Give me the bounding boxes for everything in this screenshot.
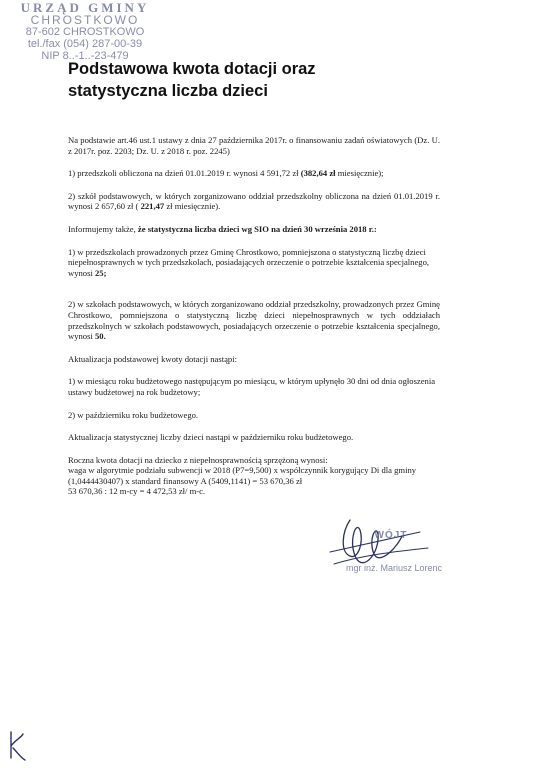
- stamp-line-office: URZĄD GMINY: [20, 0, 150, 15]
- preschool-amount-end: miesięcznie);: [335, 168, 384, 179]
- office-stamp: [10, 2, 160, 62]
- signature-stamp: [346, 530, 443, 573]
- document-title: Podstawowa kwota dotacji oraz statystyczna liczba dzieci: [68, 60, 316, 100]
- statistics-intro-text: Informujemy także,: [68, 223, 138, 234]
- preschool-monthly-amount: (382,64 zł: [300, 168, 336, 179]
- preschool-count-paragraph: [68, 247, 440, 279]
- signature-name: mgr inż. Mariusz Lorenc: [346, 563, 443, 573]
- school-count-paragraph: [68, 299, 440, 341]
- handwritten-margin-mark: [5, 728, 29, 764]
- annual-amount-line-2: waga w algorytmie podziału subwencji w 2018 (P7=9,500) x współczynnik korygujący Di dla gminy (1,0444430407) x standard finansowy A (5409,1141) = 53 670,36 zł: [68, 465, 417, 486]
- preschool-amount-text: 1) przedszkoli obliczona na dzień 01.01.2019 r. wynosi 4 591,72 zł: [68, 168, 301, 179]
- update-item-1: 1) w miesiącu roku budżetowego następującym po miesiącu, w którym upłynęło 30 dni od dnia ogłoszenia ustawy budżetowej na rok budżetowy;: [68, 376, 436, 397]
- annual-amount-line-1: Roczna kwota dotacji na dziecko z niepełnosprawnością sprzężoną wynosi:: [68, 454, 328, 465]
- document-body: [68, 135, 440, 497]
- school-monthly-amount: 221,47: [140, 201, 165, 212]
- signature-block: [320, 512, 443, 582]
- school-count-value: 50.: [94, 331, 106, 342]
- preschool-count-value: 25;: [94, 267, 107, 278]
- statistics-intro-bold: że statystyczna liczba dzieci wg SIO na dzień 30 września 2018 r.:: [137, 223, 377, 234]
- school-amount-paragraph: [68, 191, 440, 212]
- legal-basis-paragraph: Na podstawie art.46 ust.1 ustawy z dnia 27 października 2017r. o finansowaniu zadań oświatowych (Dz. U. z 2017r. poz. 2203; Dz. U. z 2018 r. poz. 2245): [68, 135, 440, 156]
- preschool-count-text: 1) w przedszkolach prowadzonych przez Gminę Chrostkowo, pomniejszona o statystyczną liczbę dzieci niepełnosprawnych w tych przedszkolach, posiadających orzeczenie o potrzebie kształcenia specjalnego, wynosi: [68, 246, 430, 278]
- school-amount-text: 2) szkół podstawowych, w których zorganizowano oddział przedszkolny obliczona na dzień 01.01.2019 r. wynosi 2 657,60 zł (: [68, 190, 440, 212]
- stamp-line-nip: NIP 8..-1..-23-479: [41, 50, 129, 62]
- annual-amount-line-3: 53 670,36 : 12 m-cy = 4 472,53 zł/ m-c.: [68, 486, 206, 497]
- stamp-line-phone: tel./fax (054) 287-00-39: [27, 38, 143, 50]
- update-intro-paragraph: Aktualizacja podstawowej kwoty dotacji nastąpi:: [68, 353, 237, 364]
- stamp-line-town: CHROSTKOWO: [30, 13, 140, 27]
- update-item-2: 2) w październiku roku budżetowego.: [68, 409, 199, 420]
- signature-role: WÓJT: [374, 530, 408, 541]
- statistics-intro-paragraph: [68, 224, 440, 235]
- stamp-line-address: 87-602 CHROSTKOWO: [25, 26, 145, 38]
- school-amount-end: zł miesięcznie).: [164, 201, 221, 212]
- update-statistics-paragraph: Aktualizacja statystycznej liczby dzieci nastąpi w październiku roku budżetowego.: [68, 432, 354, 443]
- school-count-text: 2) w szkołach podstawowych, w których zorganizowano oddział przedszkolny, prowadzonych przez Gminę Chrostkowo, pomniejszona o statystyczną liczbę dzieci niepełnosprawnych w tych oddziałach przedszkolnych w szkołach podstawowych, posiadających orzeczenie o potrzebie kształcenia specjalnego, wynosi: [68, 299, 440, 342]
- preschool-amount-paragraph: [68, 168, 440, 179]
